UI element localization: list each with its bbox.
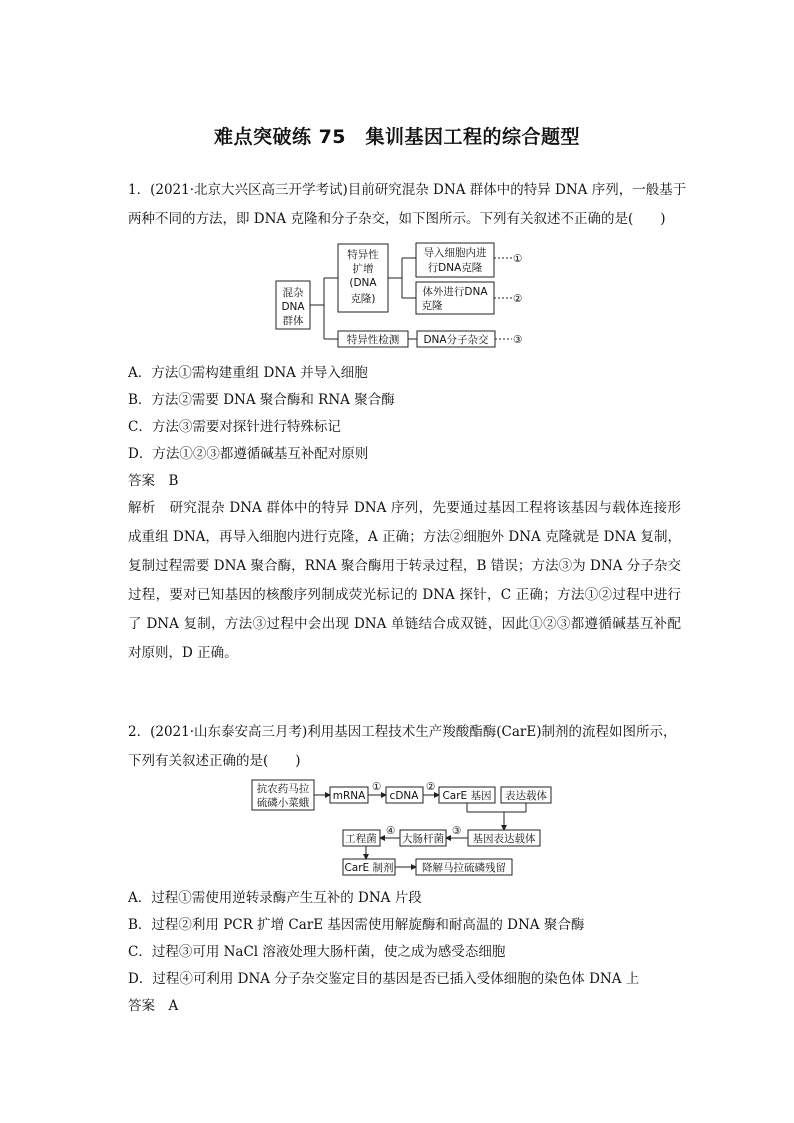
q1-flow-diagram [272,240,532,352]
cell-label-1: 导入细胞内进 [423,247,487,259]
amp-label-3: (DNA [349,277,377,289]
q2-stem-line2: 下列有关叙述正确的是( ) [128,753,301,769]
page-title: 难点突破练 75 集训基因工程的综合题型 [213,126,581,148]
q2-option-d: D．过程④可利用 DNA 分子杂交鉴定目的基因是否已插入受体细胞的染色体 DNA 上 [128,971,640,987]
q2-option-c: C．过程③可用 NaCl 溶液处理大肠杆菌，使之成为感受态细胞 [128,944,506,960]
amp-label-4: 克隆) [350,293,376,305]
amp-label-1: 特异性 [347,249,379,261]
cdna-label: cDNA [389,790,419,802]
q1-stem-line1: 1．(2021·北京大兴区高三开学考试)目前研究混杂 DNA 群体中的特异 DNA 序列，一般基于 [128,182,687,198]
cell-label-2: 行DNA克隆 [427,262,483,274]
mixed-label-3: 群体 [282,315,304,327]
care-prep-label: CarE 制剂 [344,862,394,874]
mixed-label-2: DNA [281,301,305,313]
vitro-label-2: 克隆 [421,300,443,312]
hybrid-label: DNA分子杂交 [423,334,489,346]
step-2: ② [426,781,436,793]
q1-option-b: B．方法②需要 DNA 聚合酶和 RNA 聚合酶 [128,392,395,408]
q1-option-c: C．方法③需要对探针进行特殊标记 [128,419,341,435]
moth-label-2: 硫磷小菜蛾 [256,797,310,809]
q1-option-d: D．方法①②③都遵循碱基互补配对原则 [128,446,369,462]
marker-3: ③ [513,334,523,346]
degrade-label: 降解马拉硫磷残留 [422,862,506,874]
step-3: ③ [452,825,462,837]
detect-label: 特异性检测 [346,334,400,346]
q1-stem-line2: 两种不同的方法，即 DNA 克隆和分子杂交，如下图所示。下列有关叙述不正确的是( ) [128,211,666,227]
step-1: ① [372,781,382,793]
amp-label-2: 扩增 [352,263,374,275]
engineered-bacteria-label: 工程菌 [345,833,377,845]
q2-stem-line1: 2．(2021·山东泰安高三月考)利用基因工程技术生产羧酸酯酶(CarE)制剂的流程如图所示， [128,724,677,740]
mrna-label: mRNA [332,790,366,802]
vector-label: 表达载体 [505,790,547,802]
mixed-label-1: 混杂 [282,287,304,299]
q1-option-a: A．方法①需构建重组 DNA 并导入细胞 [128,365,368,381]
vitro-label-1: 体外进行DNA [422,286,488,298]
gene-expression-vector-label: 基因表达载体 [472,833,536,845]
q2-flow-diagram [246,776,556,880]
q2-option-b: B．过程②利用 PCR 扩增 CarE 基因需使用解旋酶和耐高温的 DNA 聚合酶 [128,917,585,933]
q2-option-a: A．过程①需使用逆转录酶产生互补的 DNA 片段 [128,890,422,906]
marker-2: ② [513,293,523,305]
q1-answer: 答案 B [128,473,179,489]
moth-label-1: 抗农药马拉 [256,783,310,795]
ecoli-label: 大肠杆菌 [402,833,444,845]
q1-analysis: 解析 研究混杂 DNA 群体中的特异 DNA 序列，先要通过基因工程将该基因与载体连接形成重组 DNA，再导入细胞内进行克隆，A 正确；方法②细胞外 DNA 克隆就是 DNA 复制，复制过程需要 DNA 聚合酶，RNA 聚合酶用于转录过程，B 错误；方法③为 DNA 分子杂交过程，要对已知基因的核酸序列制成荧光标记的 DNA 探针，C 正确；方法①②过程中进行了 DNA 复制，方法③过程中会出现 DNA 单链结合成双链，因此①②③都遵循碱基互补配对原则，D 正确。 [128,500,681,661]
q2-answer: 答案 A [128,998,179,1014]
marker-1: ① [513,253,523,265]
care-gene-label: CarE 基因 [442,790,492,802]
step-4: ④ [386,825,396,837]
